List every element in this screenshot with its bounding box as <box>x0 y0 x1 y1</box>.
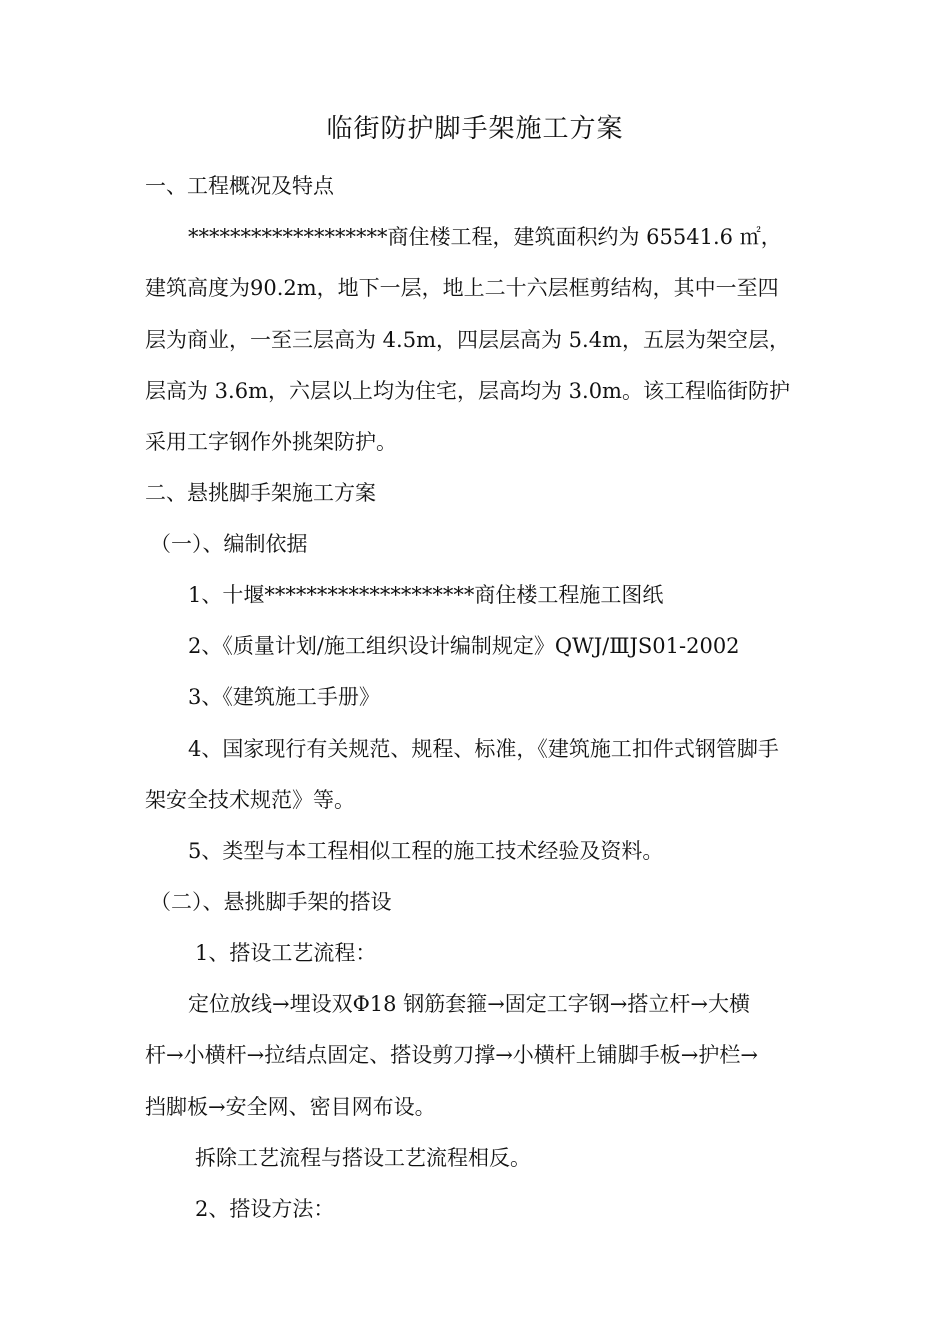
paragraph-line: 层高为 3.6m，六层以上均为住宅，层高均为 3.0m。该工程临街防护 <box>145 379 790 403</box>
process-line: 杆→小横杆→拉结点固定、搭设剪刀撑→小横杆上铺脚手板→护栏→ <box>145 1043 758 1067</box>
document-title: 临街防护脚手架施工方案 <box>326 114 624 144</box>
section-heading-1: 一、工程概况及特点 <box>145 174 334 198</box>
list-item: 3、《建筑施工手册》 <box>188 685 380 709</box>
paragraph-line: 建筑高度为90.2m，地下一层，地上二十六层框剪结构，其中一至四 <box>145 276 779 300</box>
process-line: 定位放线→埋设双Φ18 钢筋套箍→固定工字钢→搭立杆→大横 <box>188 992 750 1016</box>
paragraph-line: *******************商住楼工程，建筑面积约为 65541.6 ㎡， <box>188 225 782 249</box>
subsection-heading: （一）、编制依据 <box>150 532 308 556</box>
step-heading: 2、搭设方法： <box>195 1197 335 1221</box>
paragraph-line: 层为商业，一至三层高为 4.5m，四层层高为 5.4m，五层为架空层， <box>145 328 790 352</box>
paragraph-line: 采用工字钢作外挑架防护。 <box>145 430 397 454</box>
list-item: 5、类型与本工程相似工程的施工技术经验及资料。 <box>188 839 664 863</box>
list-item-continuation: 架安全技术规范》等。 <box>145 788 355 812</box>
paragraph-line: 拆除工艺流程与搭设工艺流程相反。 <box>195 1146 531 1170</box>
section-heading-2: 二、悬挑脚手架施工方案 <box>145 481 376 505</box>
subsection-heading: （二）、悬挑脚手架的搭设 <box>150 890 392 914</box>
step-heading: 1、搭设工艺流程： <box>195 941 377 965</box>
process-line: 挡脚板→安全网、密目网布设。 <box>145 1095 436 1119</box>
list-item: 4、国家现行有关规范、规程、标准，《建筑施工扣件式钢管脚手 <box>188 737 779 761</box>
list-item: 1、十堰********************商住楼工程施工图纸 <box>188 583 664 607</box>
list-item: 2、《质量计划/施工组织设计编制规定》QWJ/ⅢJS01-2002 <box>188 634 740 658</box>
